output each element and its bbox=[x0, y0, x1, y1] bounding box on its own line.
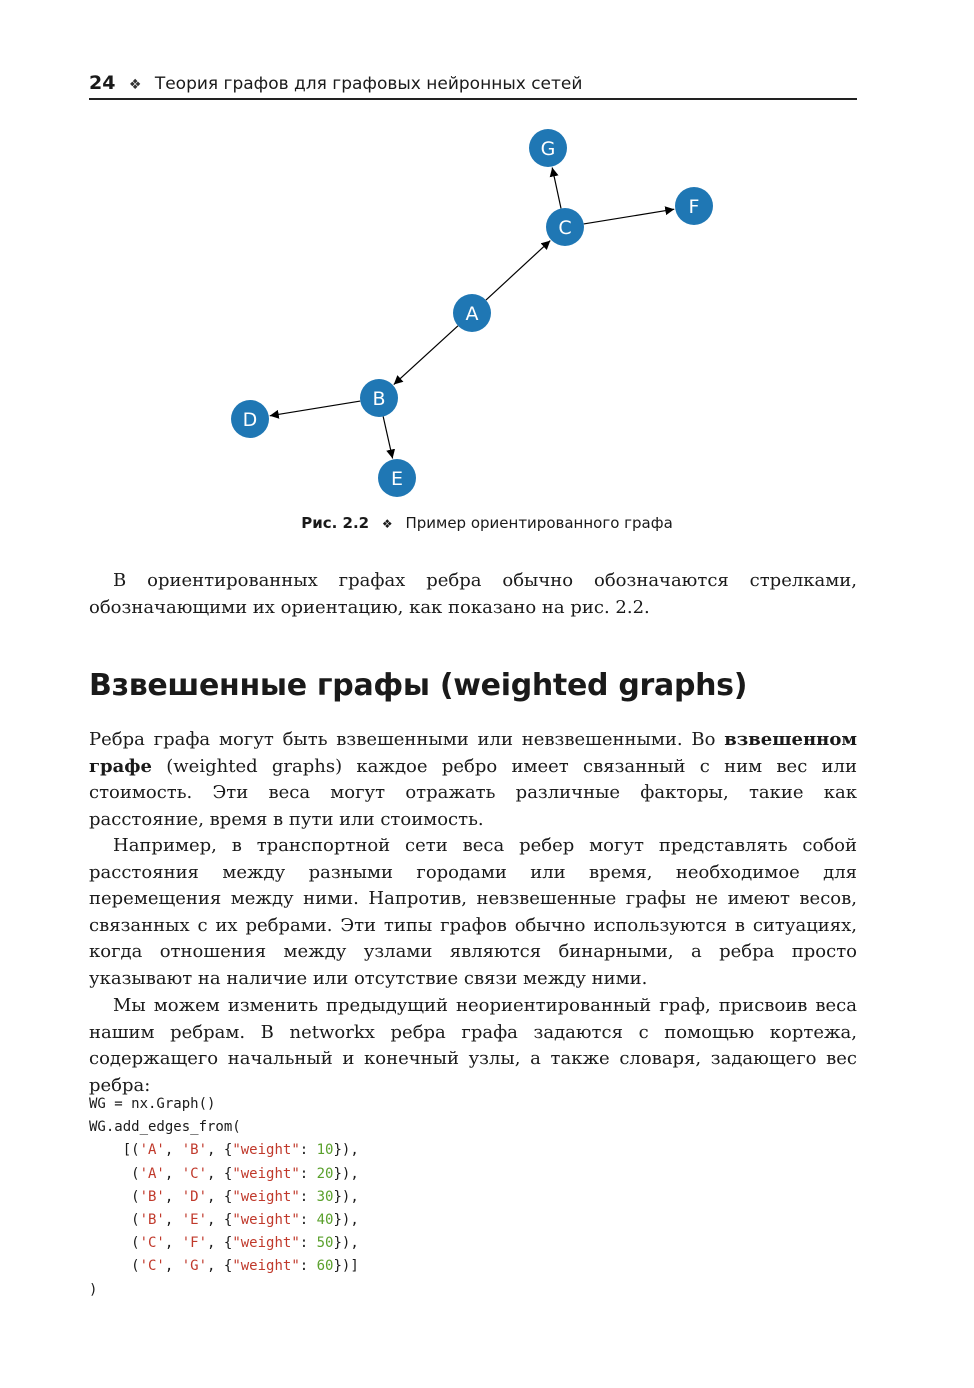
code-string: "weight" bbox=[232, 1212, 300, 1229]
edge-A-C bbox=[486, 241, 550, 301]
code-number: 40 bbox=[316, 1212, 334, 1229]
code-punct: : bbox=[299, 1188, 317, 1205]
code-punct: , { bbox=[207, 1235, 233, 1252]
code-punct: , bbox=[164, 1235, 182, 1252]
figure-caption bbox=[0, 514, 974, 532]
code-line: WG = nx.Graph() bbox=[89, 1096, 216, 1112]
node-E bbox=[378, 459, 416, 497]
code-number: 10 bbox=[316, 1142, 334, 1159]
code-punct: : bbox=[299, 1235, 317, 1252]
code-punct: ( bbox=[89, 1235, 140, 1252]
section-title: Взвешенные графы (weighted graphs) bbox=[89, 668, 748, 703]
code-line bbox=[89, 1189, 359, 1205]
figure-caption-label: Рис. 2.2 bbox=[301, 514, 370, 532]
code-string: "weight" bbox=[232, 1165, 300, 1182]
code-string: 'A' bbox=[139, 1142, 165, 1159]
code-punct: , bbox=[164, 1212, 182, 1229]
node-label: A bbox=[465, 303, 479, 325]
node-F bbox=[675, 187, 713, 225]
code-punct: , { bbox=[207, 1212, 233, 1229]
code-string: 'C' bbox=[139, 1258, 165, 1275]
code-punct: , bbox=[164, 1188, 182, 1205]
node-C bbox=[546, 208, 584, 246]
node-label: C bbox=[558, 217, 572, 239]
page-header bbox=[89, 70, 857, 100]
node-label: G bbox=[540, 138, 556, 160]
paragraph-directed-graphs: В ориентированных графах ребра обычно обозначаются стрелками, обозначающими их ориентацию, как показано на рис. 2.2. bbox=[89, 570, 857, 618]
code-line bbox=[89, 1142, 359, 1158]
code-string: 'G' bbox=[181, 1258, 208, 1275]
code-punct: : bbox=[299, 1212, 317, 1229]
edge-B-D bbox=[270, 401, 361, 416]
code-string: 'C' bbox=[181, 1165, 208, 1182]
caption-separator-icon: ❖ bbox=[381, 517, 393, 531]
code-punct: ( bbox=[89, 1212, 140, 1229]
code-string: 'B' bbox=[139, 1188, 165, 1205]
code-punct: : bbox=[299, 1258, 317, 1275]
code-string: 'A' bbox=[139, 1165, 165, 1182]
code-block bbox=[89, 1093, 359, 1302]
code-number: 20 bbox=[316, 1165, 334, 1182]
node-D bbox=[231, 400, 269, 438]
code-punct: , { bbox=[207, 1165, 233, 1182]
code-punct: ( bbox=[89, 1258, 140, 1275]
code-line bbox=[89, 1235, 359, 1251]
edge-A-B bbox=[394, 326, 458, 385]
code-string: 'C' bbox=[139, 1235, 165, 1252]
edge-C-G bbox=[552, 168, 561, 209]
code-string: 'E' bbox=[181, 1212, 208, 1229]
node-B bbox=[360, 379, 398, 417]
code-punct: }), bbox=[333, 1165, 359, 1182]
code-punct: , bbox=[164, 1258, 182, 1275]
code-string: 'B' bbox=[139, 1212, 165, 1229]
code-punct: ( bbox=[89, 1165, 140, 1182]
code-punct: , bbox=[164, 1142, 182, 1159]
code-punct: , { bbox=[207, 1142, 233, 1159]
paragraph-weighted-start: Ребра графа могут быть взвешенными или невзвешенными. Во bbox=[89, 729, 725, 750]
paragraph-networkx: Мы можем изменить предыдущий неориентированный граф, присвоив веса нашим ребрам. В networkx ребра графа задаются с помощью кортежа, содержащего начальный и конечный узлы, а также словаря, задающего вес ребра: bbox=[89, 995, 857, 1096]
code-punct: }), bbox=[333, 1188, 359, 1205]
code-punct: }), bbox=[333, 1212, 359, 1229]
page-number: 24 bbox=[89, 72, 116, 94]
running-title: Теория графов для графовых нейронных сетей bbox=[154, 74, 583, 94]
code-string: 'B' bbox=[181, 1142, 208, 1159]
code-number: 50 bbox=[316, 1235, 334, 1252]
paragraph-weighted-graphs bbox=[89, 727, 857, 833]
paragraph-transport-example: Например, в транспортной сети веса ребер могут представлять собой расстояния между разными городами или время, необходимое для перемещения между ними. Напротив, невзвешенные графы не имеют весов, связанных с их ребрами. Эти типы графов обычно используются в ситуациях, когда отношения между узлами являются бинарными, а ребра просто указывают на наличие или отсутствие связи между ними. bbox=[89, 835, 857, 989]
edge-B-E bbox=[383, 417, 392, 459]
code-punct: : bbox=[299, 1165, 317, 1182]
code-line bbox=[89, 1212, 359, 1228]
code-number: 30 bbox=[316, 1188, 334, 1205]
node-G bbox=[529, 129, 567, 167]
code-string: "weight" bbox=[232, 1188, 300, 1205]
code-string: 'D' bbox=[181, 1188, 208, 1205]
term-weighted-graph: взвешенном графе bbox=[89, 729, 857, 777]
node-label: E bbox=[390, 468, 404, 490]
code-string: "weight" bbox=[232, 1142, 300, 1159]
code-line: WG.add_edges_from( bbox=[89, 1119, 241, 1136]
code-punct: , { bbox=[207, 1188, 233, 1205]
code-punct: ( bbox=[89, 1188, 140, 1205]
node-label: D bbox=[242, 409, 258, 431]
code-punct: : bbox=[299, 1142, 317, 1159]
code-string: 'F' bbox=[181, 1235, 208, 1252]
code-punct: , { bbox=[207, 1258, 233, 1275]
code-punct: })] bbox=[333, 1258, 359, 1275]
code-line bbox=[89, 1258, 359, 1274]
node-label: F bbox=[688, 196, 700, 218]
code-number: 60 bbox=[316, 1258, 334, 1275]
code-line bbox=[89, 1166, 359, 1182]
code-punct: }), bbox=[333, 1235, 359, 1252]
code-line: ) bbox=[89, 1281, 98, 1298]
code-punct: , bbox=[164, 1165, 182, 1182]
code-string: "weight" bbox=[232, 1235, 300, 1252]
header-separator-icon: ❖ bbox=[128, 77, 142, 93]
node-label: B bbox=[372, 388, 386, 410]
code-punct: [( bbox=[89, 1142, 140, 1159]
node-A bbox=[453, 294, 491, 332]
figure-caption-text: Пример ориентированного графа bbox=[405, 514, 673, 532]
directed-graph-figure bbox=[0, 120, 974, 510]
code-punct: }), bbox=[333, 1142, 359, 1159]
edge-C-F bbox=[584, 209, 675, 224]
paragraph-weighted-end: (weighted graphs) каждое ребро имеет связанный с ним вес или стоимость. Эти веса могут отражать различные факторы, такие как расстояние, время в пути или стоимость. bbox=[89, 755, 857, 830]
code-string: "weight" bbox=[232, 1258, 300, 1275]
